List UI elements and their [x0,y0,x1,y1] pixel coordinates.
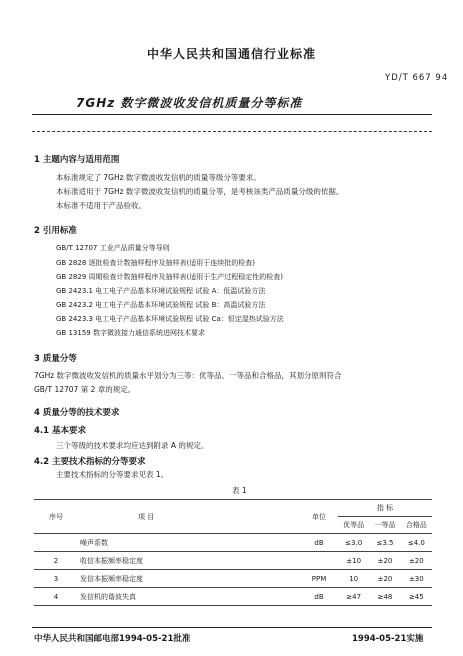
section-1-line: 本标准适用于 7GHz 数字微波收发信机的质量分等，是考核该类产品质量分级的依据。 [56,187,344,196]
subsection-4-2-text: 主要技术指标的分等要求见表 1。 [56,470,169,479]
document-title: 7GHz 数字微波收发信机质量分等标准 [76,96,303,110]
reference-item: GB 2828 逐批检查计数抽样程序及抽样表(适用于连续批的检查) [56,259,255,267]
row-top: ≤3.0 [338,534,369,552]
header-first-grade: 一等品 [369,517,400,534]
row-pass: ±30 [401,570,432,588]
reference-item: GB 2423.2 电工电子产品基本环境试验规程 试验 B：高温试验方法 [56,301,266,309]
reference-item: GB 2423.3 电工电子产品基本环境试验规程 试验 Ca：恒定湿热试验方法 [56,315,284,323]
header-divider [32,131,432,132]
reference-item: GB 2423.1 电工电子产品基本环境试验规程 试验 A：低温试验方法 [56,287,266,295]
subsection-4-1-text: 三个等级的技术要求均应达到附录 A 的规定。 [56,441,209,450]
row-unit: PPM [300,570,338,588]
section-4-heading: 4 质量分等的技术要求 [34,408,120,418]
footer-rule [32,627,432,628]
header-no: 序号 [34,500,78,534]
row-unit [300,552,338,570]
header-item: 项 目 [78,500,300,534]
reference-item: GB 13159 数字微波接力通信系统进网技术要求 [56,329,205,337]
header-pass-grade: 合格品 [401,517,432,534]
row-no [34,534,78,552]
row-unit: dB [300,588,338,606]
table-header-row [34,500,432,517]
section-3-heading: 3 质量分等 [34,354,77,364]
row-top: ≥47 [338,588,369,606]
row-first: ±20 [369,570,400,588]
row-item: 噪声系数 [78,534,300,552]
table-row [34,588,432,606]
row-no: 2 [34,552,78,570]
subsection-4-2-heading: 4.2 主要技术指标的分等要求 [34,457,146,467]
row-pass: ≥45 [401,588,432,606]
section-1-line: 本标准不适用于产品验收。 [56,201,146,210]
section-3-line: 7GHz 数字微波收发信机的质量水平划分为三等：优等品、一等品和合格品，其划分原则符合 [34,371,342,380]
row-unit: dB [300,534,338,552]
row-no: 3 [34,570,78,588]
table-row [34,534,432,552]
section-1-heading: 1 主题内容与适用范围 [34,155,120,165]
row-top: 10 [338,570,369,588]
reference-item: GB 2829 周期检查计数抽样程序及抽样表(适用于生产过程稳定性的检查) [56,273,283,281]
row-first: ≥48 [369,588,400,606]
approval-date: 中华人民共和国邮电部1994-05-21批准 [34,634,191,644]
row-no: 4 [34,588,78,606]
section-3-line: GB/T 12707 第 2 章的规定。 [34,385,136,394]
row-pass: ≤4.0 [401,534,432,552]
row-pass: ±20 [401,552,432,570]
issuing-org-header: 中华人民共和国通信行业标准 [146,47,316,61]
standard-code: YD/T 667 94 [385,73,449,83]
header-unit: 单位 [300,500,338,534]
row-item: 发信机的谐波失真 [78,588,300,606]
table-row [34,570,432,588]
table-row [34,552,432,570]
header-metrics: 指 标 [338,500,432,517]
subsection-4-1-heading: 4.1 基本要求 [34,426,87,436]
header-top-grade: 优等品 [338,517,369,534]
section-2-heading: 2 引用标准 [34,226,77,236]
row-top: ±10 [338,552,369,570]
reference-item: GB/T 12707 工业产品质量分等导则 [56,244,170,252]
implementation-date: 1994-05-21实施 [352,634,424,644]
table-caption: 表 1 [232,486,247,495]
grading-table [34,499,432,606]
section-1-line: 本标准规定了 7GHz 数字微波收发信机的质量等级分等要求。 [56,173,261,182]
row-first: ±20 [369,552,400,570]
row-item: 发信本振频率稳定度 [78,570,300,588]
title-rule [32,114,432,115]
row-item: 收信本振频率稳定度 [78,552,300,570]
row-first: ≤3.5 [369,534,400,552]
